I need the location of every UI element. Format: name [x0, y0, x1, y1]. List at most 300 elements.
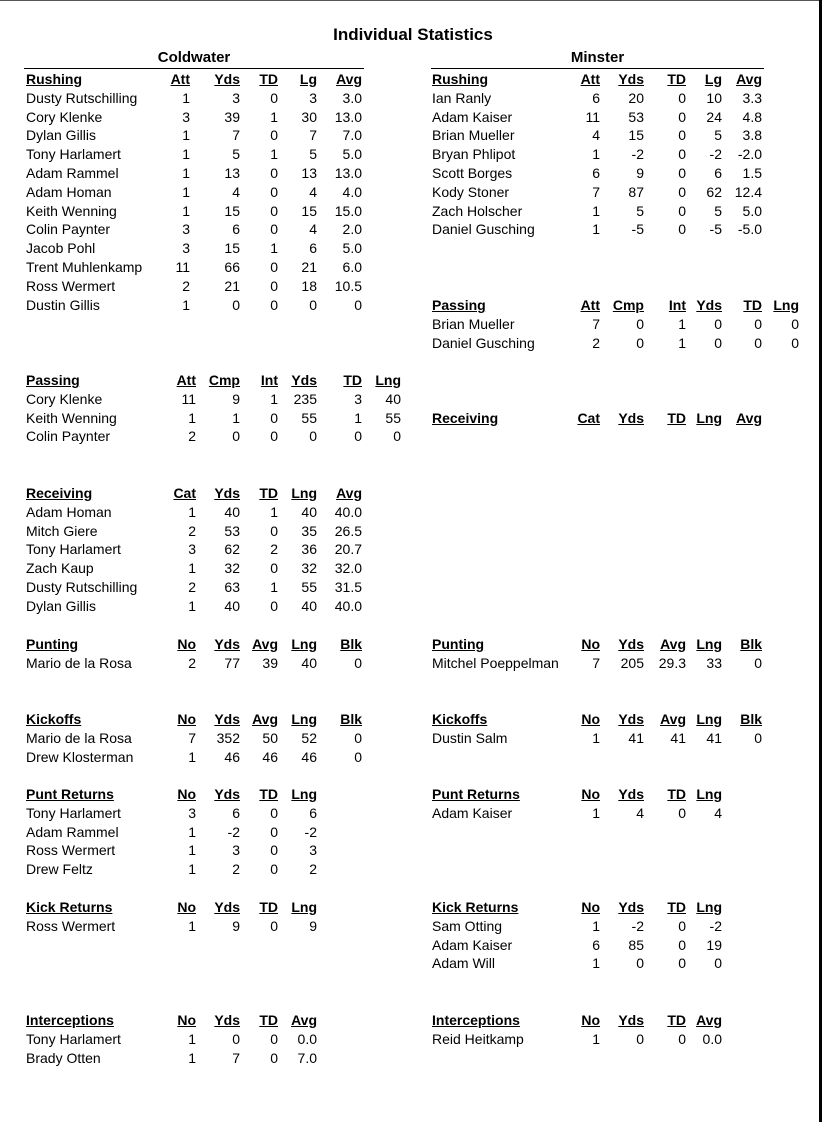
stat-cell: 0: [678, 936, 686, 953]
stat-cell: 0: [791, 315, 799, 332]
stat-cell: 0: [270, 1049, 278, 1066]
stat-cell: -5.0: [737, 221, 762, 238]
stat-cell: 11: [585, 108, 600, 125]
stat-cell: 46: [262, 748, 278, 765]
stat-cell: 6.0: [342, 259, 362, 275]
stat-cell: 0: [354, 428, 362, 445]
stat-cell: 0: [270, 804, 278, 821]
stat-cell: 15.0: [334, 202, 362, 219]
stat-cell: 10: [706, 89, 722, 106]
stat-cell: 1: [592, 729, 600, 746]
stat-cell: 0: [270, 409, 278, 426]
column-header: No: [177, 786, 196, 802]
stat-cell: 18: [301, 277, 317, 294]
column-header: Avg: [336, 485, 362, 501]
stat-cell: 46: [224, 748, 240, 765]
player-name: Adam Kaiser: [432, 804, 513, 821]
stat-cell: 1: [182, 127, 190, 144]
column-header: Yds: [618, 1012, 644, 1028]
stat-cell: 11: [175, 259, 190, 275]
stat-cell: 7: [592, 654, 600, 671]
column-header: Blk: [340, 636, 362, 652]
stat-cell: 15: [628, 127, 644, 144]
stat-cell: 55: [385, 409, 401, 426]
stat-cell: 32: [301, 560, 317, 577]
stat-cell: 0: [678, 146, 686, 163]
column-header: Blk: [740, 711, 762, 727]
column-header: No: [581, 899, 600, 915]
stat-cell: 19: [706, 936, 722, 953]
stat-cell: 1: [188, 503, 196, 520]
stat-cell: 9: [636, 165, 644, 181]
stat-cell: 0: [714, 334, 722, 351]
column-header: Yds: [618, 71, 644, 87]
stat-cell: 352: [216, 729, 240, 746]
team-name-right: Minster: [570, 49, 625, 66]
stat-cell: 2: [592, 334, 600, 351]
column-header: Att: [170, 71, 190, 87]
section-title-left-punting: Punting: [26, 636, 79, 652]
player-name: Jacob Pohl: [26, 240, 96, 257]
stat-cell: 0: [678, 917, 686, 934]
column-header: Lng: [696, 786, 722, 802]
stat-cell: 0: [270, 560, 278, 577]
column-header: Lng: [696, 636, 722, 652]
stat-cell: 0: [270, 127, 278, 144]
stat-cell: 3: [188, 541, 196, 558]
section-title-right-kick-returns: Kick Returns: [432, 899, 519, 915]
column-header: Yds: [214, 1012, 240, 1028]
stat-cell: 2: [182, 277, 190, 294]
stat-cell: 0: [678, 1030, 686, 1047]
stat-cell: 21: [301, 259, 317, 275]
stat-cell: -2: [304, 823, 317, 840]
stat-cell: 39: [262, 654, 278, 671]
stat-cell: 50: [262, 729, 278, 746]
stat-cell: 0: [636, 315, 644, 332]
stat-cell: 4: [636, 804, 644, 821]
player-name: Tony Harlamert: [26, 146, 121, 163]
stat-cell: 62: [706, 183, 722, 200]
stat-cell: 0: [754, 654, 762, 671]
stat-cell: 3: [232, 842, 240, 859]
stat-cell: 9: [232, 917, 240, 934]
stat-cell: 0: [714, 955, 722, 972]
stat-cell: 3: [188, 804, 196, 821]
stat-cell: 5: [714, 202, 722, 219]
stat-cell: 7: [309, 127, 317, 144]
column-header: Yds: [214, 71, 240, 87]
stat-cell: 1: [232, 409, 240, 426]
stat-cell: 7: [592, 183, 600, 200]
column-header: Avg: [252, 636, 278, 652]
stat-cell: 7.0: [342, 127, 362, 144]
stat-cell: 0: [678, 202, 686, 219]
stat-cell: 6: [592, 936, 600, 953]
column-header: Lng: [291, 711, 317, 727]
page-title: Individual Statistics: [333, 25, 493, 44]
stat-cell: 1: [592, 1030, 600, 1047]
player-name: Brian Mueller: [432, 315, 515, 332]
player-name: Ross Wermert: [26, 842, 116, 859]
column-header: TD: [743, 297, 762, 313]
player-name: Mario de la Rosa: [26, 654, 132, 671]
column-header: TD: [667, 410, 686, 426]
stat-cell: -2: [631, 917, 644, 934]
stat-cell: 3.0: [342, 89, 362, 106]
section-title-right-receiving: Receiving: [432, 410, 499, 426]
column-header: Cmp: [208, 372, 240, 388]
stat-cell: -2: [631, 146, 644, 163]
column-header: TD: [259, 485, 278, 501]
player-name: Sam Otting: [432, 917, 503, 934]
stat-cell: 1: [182, 89, 190, 106]
section-title-left-kick-returns: Kick Returns: [26, 899, 113, 915]
column-header: Avg: [336, 71, 362, 87]
player-name: Adam Homan: [26, 183, 112, 200]
column-header: Int: [668, 297, 686, 313]
stat-cell: 15: [301, 202, 317, 219]
stat-cell: 1: [270, 390, 278, 407]
column-header: Yds: [214, 485, 240, 501]
player-name: Reid Heitkamp: [432, 1030, 524, 1047]
stat-cell: 1: [678, 334, 686, 351]
stat-cell: 6: [309, 804, 317, 821]
column-header: Avg: [696, 1012, 722, 1028]
column-header: Lng: [291, 636, 317, 652]
column-header: TD: [259, 899, 278, 915]
stat-cell: 32: [224, 560, 240, 577]
stat-cell: 0: [393, 428, 401, 445]
column-header: TD: [259, 1012, 278, 1028]
stat-cell: 1: [270, 108, 278, 125]
player-name: Mitchel Poeppelman: [432, 654, 559, 671]
column-header: Blk: [740, 636, 762, 652]
stat-cell: 0: [354, 296, 362, 313]
stat-cell: 41: [628, 729, 644, 746]
player-name: Colin Paynter: [26, 428, 111, 445]
column-header: No: [581, 786, 600, 802]
stat-cell: 0: [678, 183, 686, 200]
column-header: Avg: [660, 636, 686, 652]
stat-cell: 1: [188, 560, 196, 577]
player-name: Dustin Salm: [432, 729, 508, 746]
stat-cell: 0: [754, 729, 762, 746]
player-name: Brian Mueller: [432, 127, 515, 144]
stat-cell: 7: [592, 315, 600, 332]
stat-cell: 0: [270, 296, 278, 313]
stat-cell: 1: [270, 579, 278, 595]
stat-cell: 6: [592, 165, 600, 181]
stat-cell: 0: [678, 89, 686, 106]
stat-cell: 1: [182, 296, 190, 313]
player-name: Ross Wermert: [26, 917, 116, 934]
column-header: Int: [260, 372, 278, 388]
stat-cell: 40: [385, 390, 401, 407]
stat-cell: 0: [791, 334, 799, 351]
column-header: Att: [580, 297, 600, 313]
player-name: Adam Kaiser: [432, 108, 513, 125]
column-header: Lg: [704, 71, 722, 87]
stat-cell: 0: [754, 315, 762, 332]
section-title-right-rushing: Rushing: [432, 71, 488, 87]
stat-cell: 11: [181, 390, 196, 407]
stat-cell: -2: [709, 146, 722, 163]
stat-cell: 1: [182, 146, 190, 163]
player-name: Zach Kaup: [26, 560, 94, 577]
column-header: Yds: [214, 636, 240, 652]
stat-cell: 4: [232, 183, 240, 200]
stat-cell: 20.7: [334, 541, 362, 558]
stat-cell: 0: [354, 654, 362, 671]
stat-cell: 46: [301, 748, 317, 765]
stat-cell: 1: [188, 1049, 196, 1066]
stat-cell: 0: [678, 108, 686, 125]
stat-cell: 3: [309, 89, 317, 106]
player-name: Dylan Gillis: [26, 127, 97, 144]
stat-cell: 15: [224, 240, 240, 257]
stat-cell: 13: [301, 165, 317, 181]
stat-cell: 0: [678, 804, 686, 821]
column-header: Cat: [173, 485, 196, 501]
column-header: No: [177, 899, 196, 915]
player-name: Dylan Gillis: [26, 597, 97, 614]
stat-cell: 9: [232, 390, 240, 407]
player-name: Ian Ranly: [432, 89, 492, 106]
stat-cell: 0: [678, 127, 686, 144]
stat-cell: 1: [188, 1030, 196, 1047]
player-name: Kody Stoner: [432, 183, 510, 200]
column-header: Yds: [214, 899, 240, 915]
section-title-right-passing: Passing: [432, 297, 486, 313]
stat-cell: 0: [270, 277, 278, 294]
player-name: Keith Wenning: [26, 409, 117, 426]
column-header: TD: [667, 899, 686, 915]
column-header: No: [581, 711, 600, 727]
team-rule-left: [24, 68, 364, 69]
stat-cell: 62: [224, 541, 240, 558]
column-header: Lng: [291, 786, 317, 802]
stat-cell: 66: [224, 259, 240, 275]
section-title-left-passing: Passing: [26, 372, 80, 388]
stat-cell: 40: [301, 503, 317, 520]
stat-cell: 0: [309, 296, 317, 313]
stat-cell: 5: [636, 202, 644, 219]
stat-cell: 0: [232, 296, 240, 313]
stat-cell: 0: [270, 183, 278, 200]
column-header: Lng: [696, 711, 722, 727]
player-name: Keith Wenning: [26, 202, 117, 219]
section-title-left-punt-returns: Punt Returns: [26, 786, 114, 802]
column-header: No: [177, 711, 196, 727]
column-header: Lng: [291, 899, 317, 915]
stat-cell: 13: [224, 165, 240, 181]
player-name: Brady Otten: [26, 1049, 101, 1066]
section-title-right-kickoffs: Kickoffs: [432, 711, 488, 727]
player-name: Tony Harlamert: [26, 541, 121, 558]
stat-cell: 4: [309, 183, 317, 200]
section-title-left-receiving: Receiving: [26, 485, 93, 501]
stat-cell: 0: [678, 165, 686, 181]
stat-cell: 7: [232, 127, 240, 144]
stat-cell: 40: [224, 503, 240, 520]
stat-cell: 0: [270, 823, 278, 840]
stat-cell: 3.8: [742, 127, 762, 144]
stat-cell: 15: [224, 202, 240, 219]
stat-cell: 85: [628, 936, 644, 953]
stat-cell: 0: [270, 202, 278, 219]
section-title-right-punting: Punting: [432, 636, 485, 652]
stat-cell: 40.0: [334, 503, 362, 520]
stat-cell: 1: [182, 183, 190, 200]
column-header: Yds: [618, 636, 644, 652]
stat-cell: 0: [232, 1030, 240, 1047]
stat-cell: 0: [270, 917, 278, 934]
stat-cell: 1: [678, 315, 686, 332]
stat-cell: 2: [188, 654, 196, 671]
stat-cell: 24: [706, 108, 722, 125]
column-header: Yds: [214, 786, 240, 802]
stat-cell: 4.8: [742, 108, 762, 125]
stat-cell: -2.0: [737, 146, 762, 163]
column-header: Lng: [291, 485, 317, 501]
stat-cell: 4: [309, 221, 317, 238]
stat-cell: 205: [620, 654, 644, 671]
stat-cell: 1: [270, 240, 278, 257]
stat-cell: 0: [636, 1030, 644, 1047]
stat-cell: 0: [270, 522, 278, 539]
column-header: Yds: [618, 899, 644, 915]
section-title-right-punt-returns: Punt Returns: [432, 786, 520, 802]
column-header: TD: [259, 786, 278, 802]
section-title-left-rushing: Rushing: [26, 71, 82, 87]
player-name: Adam Will: [432, 955, 496, 972]
column-header: Avg: [736, 71, 762, 87]
stat-cell: 6: [592, 89, 600, 106]
stat-cell: 10.5: [334, 277, 362, 294]
stat-cell: 2: [309, 861, 317, 878]
stat-cell: 0: [678, 955, 686, 972]
stat-cell: 13.0: [334, 108, 362, 125]
stat-cell: 1.5: [742, 165, 762, 181]
column-header: Lg: [299, 71, 317, 87]
column-header: TD: [667, 1012, 686, 1028]
stat-cell: 0.0: [702, 1030, 722, 1047]
stat-cell: 0: [270, 861, 278, 878]
stat-cell: 1: [188, 861, 196, 878]
player-name: Mario de la Rosa: [26, 729, 132, 746]
stat-cell: 5.0: [342, 146, 362, 163]
stat-cell: 5: [309, 146, 317, 163]
column-header: Blk: [340, 711, 362, 727]
section-title-left-kickoffs: Kickoffs: [26, 711, 82, 727]
column-header: Avg: [291, 1012, 317, 1028]
stat-cell: 41: [706, 729, 722, 746]
player-name: Dustin Gillis: [26, 296, 100, 313]
stat-cell: 30: [301, 108, 317, 125]
column-header: Yds: [214, 711, 240, 727]
column-header: Avg: [660, 711, 686, 727]
stat-cell: 3: [182, 240, 190, 257]
stat-cell: -2: [227, 823, 240, 840]
stat-cell: 5.0: [742, 202, 762, 219]
column-header: TD: [667, 786, 686, 802]
column-header: TD: [259, 71, 278, 87]
stat-cell: 0: [232, 428, 240, 445]
player-name: Dusty Rutschilling: [26, 579, 138, 595]
stat-cell: 6: [232, 221, 240, 238]
column-header: Lng: [696, 410, 722, 426]
team-rule-right: [431, 68, 764, 69]
player-name: Cory Klenke: [26, 390, 103, 407]
stat-cell: 0: [270, 89, 278, 106]
player-name: Adam Rammel: [26, 165, 119, 181]
column-header: Lng: [773, 297, 799, 313]
column-header: Yds: [618, 786, 644, 802]
column-header: No: [581, 636, 600, 652]
stat-cell: 0: [354, 729, 362, 746]
stat-cell: 0: [270, 259, 278, 275]
player-name: Bryan Phlipot: [432, 146, 516, 163]
stat-cell: -5: [709, 221, 722, 238]
stat-cell: 0: [270, 597, 278, 614]
stat-cell: 2: [188, 579, 196, 595]
player-name: Trent Muhlenkamp: [26, 259, 143, 275]
stat-cell: 0: [678, 221, 686, 238]
stat-cell: 4: [714, 804, 722, 821]
stat-cell: 1: [592, 221, 600, 238]
stat-cell: 53: [224, 522, 240, 539]
stat-cell: 0: [270, 221, 278, 238]
stat-cell: 20: [628, 89, 644, 106]
stat-cell: -2: [709, 917, 722, 934]
stat-cell: 35: [301, 522, 317, 539]
stat-cell: 235: [293, 390, 317, 407]
stat-cell: 21: [224, 277, 240, 294]
stat-cell: 1: [188, 842, 196, 859]
player-name: Scott Borges: [432, 165, 513, 181]
stat-cell: 1: [188, 823, 196, 840]
page-top-border: [0, 0, 822, 1]
stat-cell: 32.0: [334, 560, 362, 577]
player-name: Adam Homan: [26, 503, 112, 520]
stat-cell: -5: [631, 221, 644, 238]
player-name: Cory Klenke: [26, 108, 103, 125]
stat-cell: 40: [301, 654, 317, 671]
stat-cell: 55: [301, 579, 317, 595]
stat-cell: 40: [224, 597, 240, 614]
column-header: Yds: [291, 372, 317, 388]
stat-cell: 7: [232, 1049, 240, 1066]
stat-cell: 52: [301, 729, 317, 746]
stat-cell: 1: [592, 202, 600, 219]
stat-cell: 5.0: [342, 240, 362, 257]
stat-cell: 3: [354, 390, 362, 407]
stat-cell: 6: [309, 240, 317, 257]
stat-cell: 0: [714, 315, 722, 332]
stat-cell: 2.0: [342, 221, 362, 238]
stat-cell: 5: [232, 146, 240, 163]
section-title-left-interceptions: Interceptions: [26, 1012, 114, 1028]
stat-cell: 0: [636, 334, 644, 351]
stat-cell: 40.0: [334, 597, 362, 614]
stat-cell: 1: [182, 165, 190, 181]
stat-cell: 40: [301, 597, 317, 614]
stat-cell: 1: [188, 409, 196, 426]
page-right-border: [819, 0, 822, 1122]
stat-cell: 1: [592, 955, 600, 972]
stat-cell: 6: [714, 165, 722, 181]
